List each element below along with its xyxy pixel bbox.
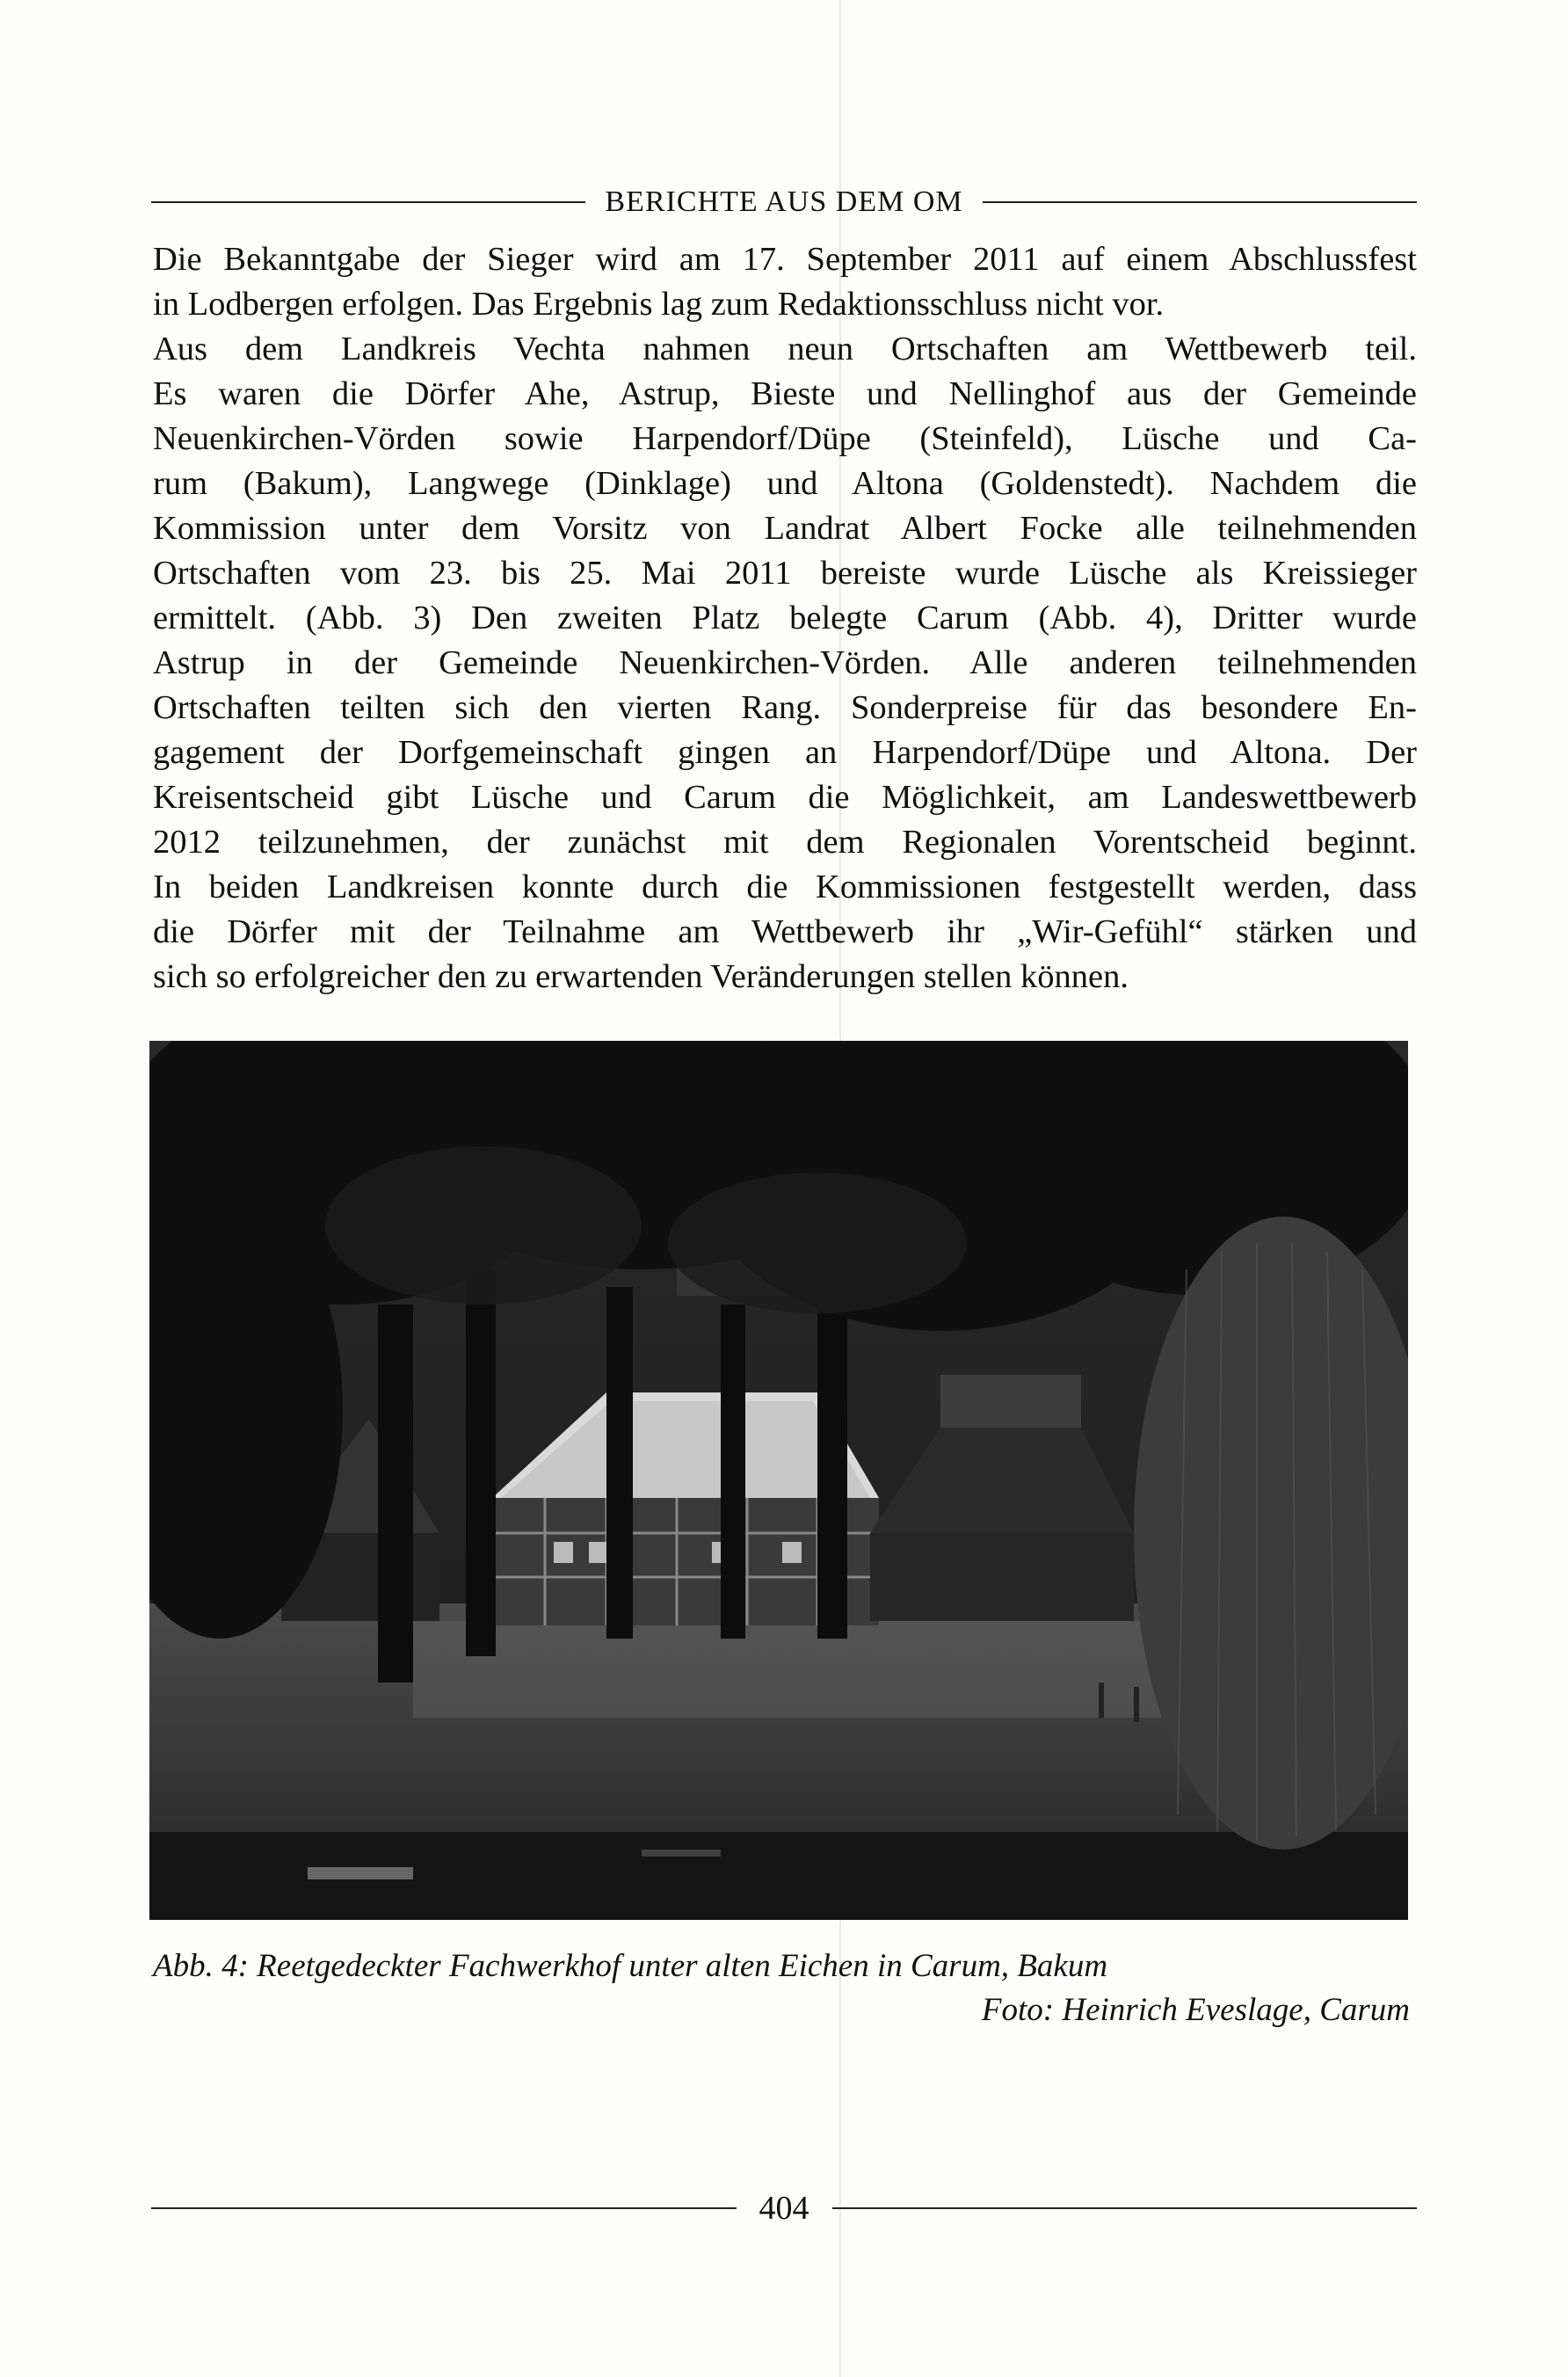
text-line: Die Bekanntgabe der Sieger wird am 17. September 2011 auf einem Abschlussfest [153,241,1417,278]
text-line: sich so erfolgreicher den zu erwartenden Veränderungen stellen können. [153,958,1129,995]
text-line: Es waren die Dörfer Ahe, Astrup, Bieste und Nellinghof aus der Gemeinde [153,375,1417,412]
text-line: Astrup in der Gemeinde Neuenkirchen-Vörden. Alle anderen teilnehmenden [153,644,1417,681]
body-paragraph [153,237,1417,1000]
text-line: ermittelt. (Abb. 3) Den zweiten Platz belegte Carum (Abb. 4), Dritter wurde [153,600,1417,636]
figure-caption-block [153,1944,1410,2032]
page-number: 404 [759,2190,809,2227]
text-line: Ortschaften teilten sich den vierten Rang. Sonderpreise für das besondere En- [153,689,1417,726]
photo-credit: Foto: Heinrich Eveslage, Carum [981,1992,1410,2028]
header-title: BERICHTE AUS DEM OM [605,185,963,218]
text-line: Neuenkirchen-Vörden sowie Harpendorf/Düpe (Steinfeld), Lüsche und Ca- [153,420,1417,457]
farmhouse-photo [149,1041,1408,1920]
text-line: In beiden Landkreisen konnte durch die Kommissionen festgestellt werden, dass [153,869,1417,905]
text-line: Kommission unter dem Vorsitz von Landrat Albert Focke alle teilnehmenden [153,510,1417,547]
farmhouse-photo-illustration [149,1041,1408,1920]
text-line: die Dörfer mit der Teilnahme am Wettbewerb ihr „Wir-Gefühl“ stärken und [153,913,1417,950]
running-header [151,176,1417,229]
footer-rule-right [832,2207,1418,2209]
header-rule-right [983,201,1417,203]
text-line: rum (Bakum), Langwege (Dinklage) und Altona (Goldenstedt). Nachdem die [153,465,1417,502]
page-footer [151,2182,1417,2235]
text-line: Aus dem Landkreis Vechta nahmen neun Ortschaften am Wettbewerb teil. [153,331,1417,367]
text-line: Kreisentscheid gibt Lüsche und Carum die Möglichkeit, am Landeswettbewerb [153,779,1417,816]
text-line: Ortschaften vom 23. bis 25. Mai 2011 bereiste wurde Lüsche als Kreissieger [153,555,1417,592]
text-line: gagement der Dorfgemeinschaft gingen an Harpendorf/Düpe und Altona. Der [153,734,1417,771]
figure-caption: Abb. 4: Reetgedeckter Fachwerkhof unter alten Eichen in Carum, Bakum [153,1948,1108,1984]
footer-rule-left [151,2207,737,2209]
text-line: 2012 teilzunehmen, der zunächst mit dem Regionalen Vorentscheid beginnt. [153,824,1417,861]
header-rule-left [151,201,585,203]
text-line: in Lodbergen erfolgen. Das Ergebnis lag zum Redaktionsschluss nicht vor. [153,286,1165,323]
